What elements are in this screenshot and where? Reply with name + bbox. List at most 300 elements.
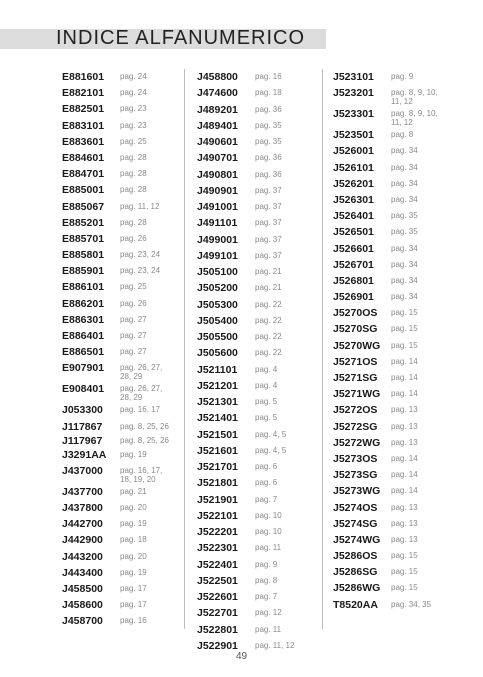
product-code: J490901 <box>197 184 238 197</box>
index-entry <box>333 356 458 368</box>
product-code: E908401 <box>62 383 105 396</box>
index-entry <box>333 259 458 271</box>
index-entry <box>333 518 458 530</box>
index-entry <box>197 575 317 587</box>
index-entry <box>197 380 317 392</box>
product-code: E883601 <box>62 135 105 148</box>
product-code: J523101 <box>333 71 374 83</box>
index-entry <box>333 566 458 578</box>
product-code: J505200 <box>197 282 238 295</box>
product-code: J5270OS <box>333 307 378 320</box>
page-reference: pag. 5 <box>255 413 278 423</box>
product-code: J505500 <box>197 331 238 343</box>
page-reference: pag. 35 <box>255 120 282 130</box>
page-reference: pag. 26 <box>120 298 147 308</box>
product-code: J490701 <box>197 152 238 165</box>
page-reference: pag. 35 <box>255 137 282 146</box>
page-reference: pag. 27 <box>120 331 147 340</box>
index-entry <box>62 330 172 342</box>
index-entry <box>197 461 317 473</box>
index-entry <box>333 275 458 287</box>
index-entry <box>62 136 172 148</box>
index-entry <box>197 201 317 213</box>
product-code: J489401 <box>197 119 238 132</box>
product-code: J5274OS <box>333 501 378 514</box>
index-entry <box>333 145 458 157</box>
product-code: E885001 <box>62 184 105 197</box>
index-entry <box>62 103 172 115</box>
page-reference: pag. 13 <box>391 518 418 528</box>
index-entry <box>62 551 172 563</box>
page-reference: pag. 28 <box>120 152 147 162</box>
page-reference: pag. 25 <box>120 136 147 146</box>
page-reference: pag. 13 <box>391 421 418 431</box>
product-code: J5273OS <box>333 452 378 465</box>
page-reference: pag. 13 <box>391 502 418 512</box>
page-reference: pag. 28 <box>120 217 147 227</box>
product-code: J521101 <box>197 363 238 376</box>
page-reference: pag. 28 <box>120 185 147 195</box>
product-code: J522101 <box>197 509 238 522</box>
index-column-1 <box>62 71 172 631</box>
page-reference: pag. 14 <box>391 356 418 366</box>
page-reference: pag. 11, 12 <box>120 201 160 211</box>
index-entry <box>197 364 317 376</box>
page-reference: pag. 34 <box>391 178 418 188</box>
product-code: J521201 <box>197 379 238 392</box>
product-code: J526601 <box>333 242 374 255</box>
index-entry <box>333 87 458 106</box>
index-entry <box>62 71 172 83</box>
page-reference: pag. 23, 24 <box>120 266 161 276</box>
page-reference: pag. 4, 5 <box>255 445 287 455</box>
index-entry <box>62 120 172 132</box>
product-code: E882101 <box>62 87 105 100</box>
product-code: J442900 <box>62 534 103 547</box>
product-code: J5272WG <box>333 436 381 449</box>
product-code: E886101 <box>62 281 105 294</box>
product-code: J523301 <box>333 108 374 121</box>
product-code: J458500 <box>62 582 103 595</box>
page-reference: pag. 15 <box>391 583 418 593</box>
index-entry <box>197 217 317 229</box>
page-reference: pag. 34 <box>391 275 418 285</box>
page-reference: pag. 19 <box>120 519 147 529</box>
page-reference: pag. 8, 25, 26 <box>120 421 169 431</box>
product-code: J3291AA <box>62 448 107 461</box>
page-reference: pag. 6 <box>255 478 278 488</box>
index-entry <box>333 129 458 141</box>
index-entry <box>197 445 317 457</box>
product-code: J437700 <box>62 485 103 498</box>
page-reference: pag. 35 <box>391 211 418 221</box>
page-reference: pag. 26, 27, 28, 29 <box>120 384 163 403</box>
product-code: J443200 <box>62 550 103 563</box>
product-code: J437800 <box>62 501 103 514</box>
index-entry <box>62 502 172 514</box>
index-entry <box>197 299 317 311</box>
index-entry <box>333 469 458 481</box>
index-entry <box>62 404 172 416</box>
page-reference: pag. 34 <box>391 259 418 269</box>
index-entry <box>333 71 458 83</box>
index-entry <box>333 108 458 127</box>
product-code: J505300 <box>197 298 238 311</box>
index-entry <box>197 510 317 522</box>
product-code: J522701 <box>197 607 238 620</box>
product-code: J5270WG <box>333 339 381 352</box>
product-code: J5286WG <box>333 582 381 595</box>
page-number: 49 <box>235 651 248 662</box>
index-entry <box>197 234 317 246</box>
product-code: J5271WG <box>333 388 381 401</box>
product-code: J522801 <box>197 623 238 636</box>
page-reference: pag. 22 <box>255 348 282 358</box>
page-reference: pag. 16 <box>120 616 147 626</box>
page-reference: pag. 16, 17 <box>120 405 161 415</box>
page-reference: pag. 34 <box>391 194 418 204</box>
page-reference: pag. 34 <box>391 292 418 302</box>
index-entry <box>197 87 317 99</box>
page-reference: pag. 4 <box>255 364 278 374</box>
index-entry <box>333 502 458 514</box>
index-entry <box>62 168 172 180</box>
page-reference: pag. 13 <box>391 534 418 544</box>
index-entry <box>197 477 317 489</box>
index-entry <box>62 346 172 358</box>
page-reference: pag. 24 <box>120 72 147 81</box>
page-reference: pag. 25 <box>120 282 147 292</box>
page-reference: pag. 23 <box>120 104 147 114</box>
index-entry <box>333 194 458 206</box>
index-entry <box>197 412 317 424</box>
page-reference: pag. 12 <box>255 608 282 618</box>
index-entry <box>333 323 458 335</box>
product-code: J117867 <box>62 420 103 433</box>
page-reference: pag. 11, 12 <box>255 640 295 650</box>
index-entry <box>62 152 172 164</box>
product-code: J526101 <box>333 161 374 174</box>
product-code: J505100 <box>197 266 238 278</box>
product-code: J474600 <box>197 87 238 100</box>
product-code: E885201 <box>62 216 105 229</box>
product-code: J522301 <box>197 542 238 555</box>
page-reference: pag. 17 <box>120 583 147 593</box>
index-entry <box>197 136 317 148</box>
page-reference: pag. 7 <box>255 592 278 601</box>
index-entry <box>62 281 172 293</box>
page-reference: pag. 19 <box>120 567 147 577</box>
product-code: J521801 <box>197 477 238 490</box>
page-reference: pag. 22 <box>255 315 282 325</box>
index-entry <box>197 640 317 652</box>
page-reference: pag. 19 <box>120 449 147 459</box>
product-code: J5271OS <box>333 355 378 368</box>
product-code: J522601 <box>197 591 238 603</box>
index-entry <box>62 435 172 447</box>
product-code: E886401 <box>62 330 105 342</box>
index-entry <box>62 249 172 261</box>
index-entry <box>197 396 317 408</box>
page-reference: pag. 22 <box>255 332 282 341</box>
product-code: J489201 <box>197 103 238 116</box>
page-reference: pag. 14 <box>391 486 418 496</box>
product-code: J521601 <box>197 444 238 457</box>
product-code: J521301 <box>197 396 238 408</box>
page-reference: pag. 8, 9, 10, 11, 12 <box>391 109 438 128</box>
product-code: J499101 <box>197 249 238 262</box>
index-entry <box>197 120 317 132</box>
index-entry <box>197 331 317 343</box>
index-entry <box>333 534 458 546</box>
index-entry <box>333 599 458 611</box>
product-code: E907901 <box>62 362 105 375</box>
product-code: J117967 <box>62 434 103 447</box>
page-reference: pag. 20 <box>120 502 147 512</box>
index-entry <box>62 233 172 245</box>
page-reference: pag. 34 <box>391 162 418 172</box>
index-entry <box>333 421 458 433</box>
index-entry <box>62 465 172 484</box>
index-entry <box>333 388 458 400</box>
page-reference: pag. 18 <box>120 535 147 545</box>
page-reference: pag. 11 <box>255 624 282 634</box>
index-entry <box>333 210 458 222</box>
page-reference: pag. 8 <box>255 575 278 585</box>
product-code: J490601 <box>197 136 238 148</box>
page-reference: pag. 21 <box>255 283 282 293</box>
page-reference: pag. 24 <box>120 88 147 98</box>
page-reference: pag. 36 <box>255 169 282 179</box>
index-entry <box>333 404 458 416</box>
page-title: INDICE ALFANUMERICO <box>56 27 306 49</box>
product-code: J5286OS <box>333 550 378 563</box>
index-entry <box>62 87 172 99</box>
page-reference: pag. 27 <box>120 314 147 324</box>
product-code: J5272OS <box>333 404 378 417</box>
index-entry <box>333 485 458 497</box>
page-reference: pag. 15 <box>391 567 418 577</box>
product-code: E885801 <box>62 249 105 262</box>
product-code: J5274SG <box>333 517 378 530</box>
page-reference: pag. 13 <box>391 405 418 415</box>
page-reference: pag. 34 <box>391 146 418 156</box>
product-code: J5273WG <box>333 485 381 498</box>
product-code: E886301 <box>62 313 105 326</box>
index-entry <box>62 362 172 381</box>
index-entry <box>197 607 317 619</box>
index-entry <box>197 315 317 327</box>
page-reference: pag. 15 <box>391 551 418 561</box>
product-code: J505400 <box>197 314 238 327</box>
page-reference: pag. 22 <box>255 299 282 309</box>
index-entry <box>197 185 317 197</box>
product-code: J5270SG <box>333 323 378 336</box>
product-code: J491001 <box>197 201 238 213</box>
page-reference: pag. 28 <box>120 169 147 179</box>
index-entry <box>62 567 172 579</box>
page-reference: pag. 13 <box>391 437 418 447</box>
index-column-3 <box>333 71 458 615</box>
product-code: J458800 <box>197 71 238 83</box>
product-code: J437000 <box>62 464 103 477</box>
page-reference: pag. 36 <box>255 153 282 163</box>
page-reference: pag. 20 <box>120 551 147 561</box>
index-entry <box>62 421 172 433</box>
page-reference: pag. 8 <box>391 130 414 140</box>
index-entry <box>62 518 172 530</box>
index-entry <box>333 162 458 174</box>
product-code: J5286SG <box>333 566 378 579</box>
product-code: J526301 <box>333 193 374 206</box>
index-entry <box>197 347 317 359</box>
page-reference: pag. 7 <box>255 494 278 504</box>
page-reference: pag. 4 <box>255 380 278 390</box>
product-code: E881601 <box>62 71 105 83</box>
product-code: E885701 <box>62 232 105 245</box>
product-code: J522501 <box>197 574 238 587</box>
product-code: E884701 <box>62 168 105 181</box>
page-reference: pag. 15 <box>391 340 418 350</box>
page-reference: pag. 26 <box>120 233 147 243</box>
page-reference: pag. 10 <box>255 527 282 536</box>
index-entry <box>197 559 317 571</box>
page-reference: pag. 27 <box>120 347 147 357</box>
page-reference: pag. 15 <box>391 308 418 318</box>
product-code: E886501 <box>62 346 105 359</box>
product-code: E883101 <box>62 119 105 132</box>
index-entry <box>197 266 317 278</box>
product-code: J522901 <box>197 639 238 652</box>
column-divider <box>322 69 323 629</box>
page-reference: pag. 18 <box>255 88 282 98</box>
index-entry <box>197 71 317 83</box>
product-code: J442700 <box>62 518 103 531</box>
product-code: E886201 <box>62 297 105 310</box>
index-entry <box>62 184 172 196</box>
page-reference: pag. 6 <box>255 462 278 471</box>
product-code: J5274WG <box>333 533 381 546</box>
product-code: J526901 <box>333 291 374 304</box>
page-reference: pag. 14 <box>391 373 418 382</box>
index-entry <box>333 243 458 255</box>
product-code: J523501 <box>333 129 374 142</box>
index-entry <box>333 372 458 384</box>
index-entry <box>197 591 317 603</box>
page-reference: pag. 21 <box>255 267 282 276</box>
index-entry <box>197 494 317 506</box>
column-divider <box>184 69 185 629</box>
index-entry <box>197 152 317 164</box>
page-reference: pag. 4, 5 <box>255 429 287 439</box>
index-entry <box>333 340 458 352</box>
index-entry <box>62 298 172 310</box>
index-entry <box>197 542 317 554</box>
page-reference: pag. 9 <box>255 559 278 569</box>
product-code: E885067 <box>62 200 105 213</box>
index-entry <box>333 582 458 594</box>
product-code: J499001 <box>197 233 238 246</box>
page-reference: pag. 21 <box>120 486 147 496</box>
product-code: J526701 <box>333 258 374 271</box>
page-reference: pag. 14 <box>391 453 418 463</box>
page-reference: pag. 11 <box>255 543 282 553</box>
page-reference: pag. 23 <box>120 120 147 130</box>
page-reference: pag. 8, 9, 10, 11, 12 <box>391 88 438 107</box>
product-code: J526401 <box>333 210 374 223</box>
page-reference: pag. 36 <box>255 104 282 114</box>
page-reference: pag. 37 <box>255 218 282 228</box>
page-reference: pag. 34 <box>391 243 418 253</box>
product-code: J523201 <box>333 87 374 100</box>
page-reference: pag. 8, 25, 26 <box>120 435 169 445</box>
product-code: J526801 <box>333 274 374 287</box>
product-code: J505600 <box>197 347 238 360</box>
page-reference: pag. 5 <box>255 397 278 406</box>
product-code: J458600 <box>62 599 103 612</box>
index-entry <box>62 486 172 498</box>
page-reference: pag. 16 <box>255 72 282 81</box>
product-code: J521701 <box>197 461 238 473</box>
index-entry <box>62 615 172 627</box>
page-reference: pag. 35 <box>391 227 418 237</box>
index-entry <box>62 201 172 213</box>
product-code: E885901 <box>62 265 105 278</box>
page-reference: pag. 37 <box>255 234 282 244</box>
index-entry <box>197 250 317 262</box>
page-reference: pag. 23, 24 <box>120 250 161 260</box>
product-code: J526001 <box>333 145 374 158</box>
product-code: J491101 <box>197 217 238 230</box>
product-code: E884601 <box>62 151 105 164</box>
page-reference: pag. 15 <box>391 324 418 334</box>
product-code: J443400 <box>62 566 103 579</box>
index-entry <box>62 449 172 461</box>
page-reference: pag. 37 <box>255 185 282 195</box>
index-entry <box>62 383 172 402</box>
page-reference: pag. 16, 17, 18, 19, 20 <box>120 465 163 484</box>
product-code: J458700 <box>62 615 103 628</box>
index-entry <box>333 437 458 449</box>
index-entry <box>62 265 172 277</box>
product-code: J5271SG <box>333 372 378 384</box>
product-code: J521401 <box>197 412 238 425</box>
product-code: E882501 <box>62 103 105 116</box>
product-code: J053300 <box>62 404 103 417</box>
index-entry <box>197 526 317 538</box>
product-code: J521501 <box>197 428 238 441</box>
product-code: J5272SG <box>333 420 378 433</box>
page-reference: pag. 17 <box>120 600 147 610</box>
product-code: J521901 <box>197 493 238 506</box>
index-entry <box>62 583 172 595</box>
index-entry <box>197 429 317 441</box>
index-entry <box>333 226 458 238</box>
index-entry <box>333 453 458 465</box>
index-entry <box>62 217 172 229</box>
index-column-2 <box>197 71 317 656</box>
index-entry <box>197 282 317 294</box>
product-code: J526201 <box>333 177 374 190</box>
product-code: J5273SG <box>333 469 378 482</box>
index-entry <box>62 599 172 611</box>
index-entry <box>333 550 458 562</box>
page-reference: pag. 26, 27, 28, 29 <box>120 363 163 382</box>
index-entry <box>333 307 458 319</box>
page-reference: pag. 9 <box>391 72 414 81</box>
index-entry <box>62 314 172 326</box>
index-entry <box>62 534 172 546</box>
